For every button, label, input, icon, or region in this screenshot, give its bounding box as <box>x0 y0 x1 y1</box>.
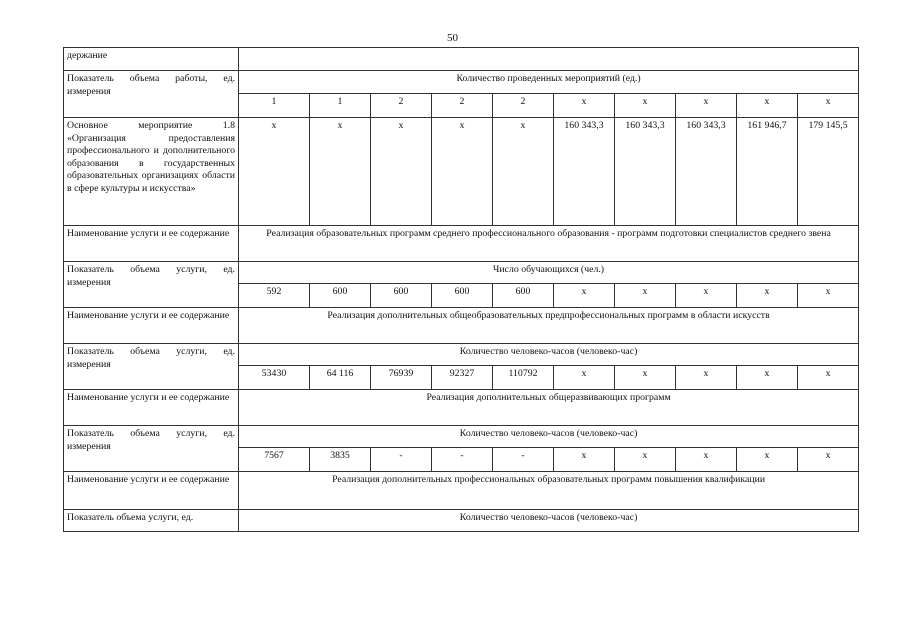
service-name: Реализация образовательных программ среднего профессионального образования - программ подготовки специалистов среднего звена <box>239 226 859 262</box>
value-cell: x <box>676 284 737 308</box>
value-cell: x <box>554 94 615 118</box>
value-cell: 160 343,3 <box>676 118 737 226</box>
value-cell: x <box>554 448 615 472</box>
table-row <box>64 390 859 426</box>
value-cell: 179 145,5 <box>798 118 859 226</box>
value-cell: x <box>554 284 615 308</box>
service-indicator-label: Показатель объема услуги, ед. измерения <box>64 344 239 390</box>
service-name-label: Наименование услуги и ее содержание <box>64 472 239 510</box>
service-indicator: Количество человеко-часов (человеко-час) <box>239 344 859 366</box>
work-indicator-header: Количество проведенных мероприятий (ед.) <box>239 71 859 94</box>
service-indicator: Количество человеко-часов (человеко-час) <box>239 426 859 448</box>
value-cell: x <box>798 448 859 472</box>
table-row <box>64 71 859 94</box>
service-indicator: Количество человеко-часов (человеко-час) <box>239 510 859 532</box>
value-cell: 64 116 <box>310 366 371 390</box>
value-cell: 600 <box>310 284 371 308</box>
value-cell: x <box>493 118 554 226</box>
table-row <box>64 510 859 532</box>
value-cell: 2 <box>432 94 493 118</box>
value-cell: x <box>554 366 615 390</box>
value-cell: 2 <box>493 94 554 118</box>
value-cell: 2 <box>371 94 432 118</box>
value-cell: 7567 <box>239 448 310 472</box>
service-name: Реализация дополнительных общеразвивающих программ <box>239 390 859 426</box>
value-cell: x <box>432 118 493 226</box>
value-cell: x <box>737 448 798 472</box>
value-cell: 592 <box>239 284 310 308</box>
value-cell: x <box>737 94 798 118</box>
table-row <box>64 262 859 284</box>
value-cell: 1 <box>239 94 310 118</box>
value-cell: x <box>676 366 737 390</box>
value-cell: 3835 <box>310 448 371 472</box>
event-label: Основное мероприятие 1.8 «Организация предоставления профессионального и дополнительного образования в государственных образовательных организациях области в сфере культуры и искусства» <box>64 118 239 226</box>
value-cell: 160 343,3 <box>615 118 676 226</box>
service-indicator-label: Показатель объема услуги, ед. <box>64 510 239 532</box>
table-row <box>64 118 859 226</box>
value-cell: - <box>432 448 493 472</box>
row-value <box>239 48 859 71</box>
value-cell: 600 <box>493 284 554 308</box>
value-cell: x <box>676 448 737 472</box>
value-cell: x <box>798 284 859 308</box>
value-cell: - <box>493 448 554 472</box>
value-cell: 92327 <box>432 366 493 390</box>
value-cell: x <box>371 118 432 226</box>
table-row <box>64 48 859 71</box>
value-cell: x <box>737 366 798 390</box>
service-name-label: Наименование услуги и ее содержание <box>64 226 239 262</box>
service-indicator: Число обучающихся (чел.) <box>239 262 859 284</box>
service-name: Реализация дополнительных профессиональных образовательных программ повышения квалификации <box>239 472 859 510</box>
table-row <box>64 226 859 262</box>
value-cell: x <box>615 94 676 118</box>
value-cell: x <box>676 94 737 118</box>
row-label: держание <box>64 48 239 71</box>
page-number: 50 <box>447 32 458 44</box>
value-cell: 600 <box>432 284 493 308</box>
value-cell: x <box>615 448 676 472</box>
value-cell: x <box>615 284 676 308</box>
program-table <box>63 47 859 532</box>
table-row <box>64 472 859 510</box>
value-cell: x <box>239 118 310 226</box>
value-cell: 600 <box>371 284 432 308</box>
value-cell: x <box>615 366 676 390</box>
value-cell: x <box>798 366 859 390</box>
value-cell: 110792 <box>493 366 554 390</box>
value-cell: 160 343,3 <box>554 118 615 226</box>
table-row <box>64 344 859 366</box>
value-cell: x <box>798 94 859 118</box>
value-cell: 76939 <box>371 366 432 390</box>
service-name: Реализация дополнительных общеобразовательных предпрофессиональных программ в области искусств <box>239 308 859 344</box>
table-row <box>64 308 859 344</box>
service-indicator-label: Показатель объема услуги, ед. измерения <box>64 262 239 308</box>
value-cell: 53430 <box>239 366 310 390</box>
value-cell: x <box>310 118 371 226</box>
work-indicator-label: Показатель объема работы, ед. измерения <box>64 71 239 118</box>
value-cell: - <box>371 448 432 472</box>
value-cell: 1 <box>310 94 371 118</box>
value-cell: x <box>737 284 798 308</box>
service-indicator-label: Показатель объема услуги, ед. измерения <box>64 426 239 472</box>
table-row <box>64 426 859 448</box>
service-name-label: Наименование услуги и ее содержание <box>64 308 239 344</box>
service-name-label: Наименование услуги и ее содержание <box>64 390 239 426</box>
value-cell: 161 946,7 <box>737 118 798 226</box>
